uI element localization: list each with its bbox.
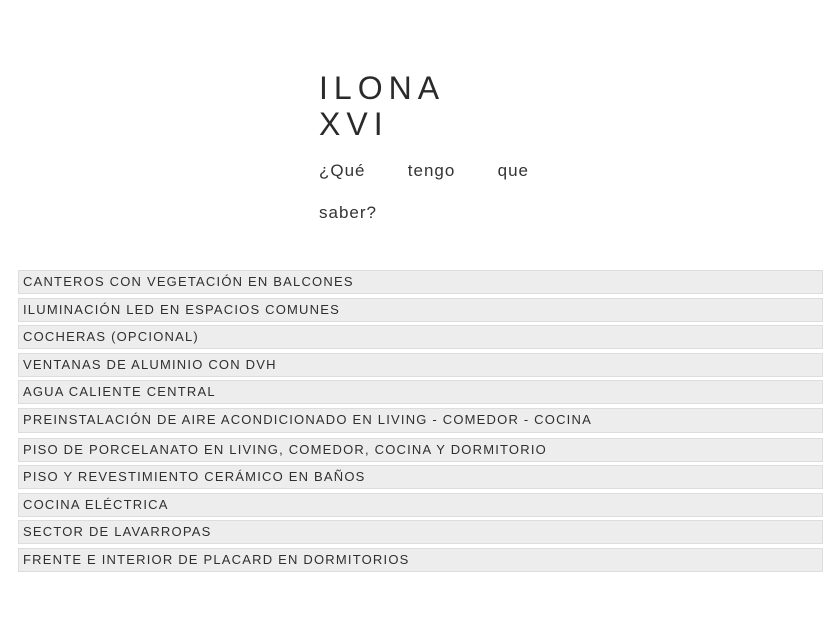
subtitle-line-2: saber? — [319, 203, 377, 222]
feature-item: COCHERAS (OPCIONAL) — [18, 325, 823, 349]
subtitle-word: tengo — [407, 161, 456, 180]
subtitle-word: ¿Qué — [319, 161, 366, 180]
subtitle-line-1 — [319, 150, 529, 192]
subtitle-word: que — [497, 161, 529, 180]
feature-item: PISO Y REVESTIMIENTO CERÁMICO EN BAÑOS — [18, 465, 823, 489]
feature-item: COCINA ELÉCTRICA — [18, 493, 823, 517]
feature-item: VENTANAS DE ALUMINIO CON DVH — [18, 353, 823, 377]
feature-item: AGUA CALIENTE CENTRAL — [18, 380, 823, 404]
feature-item: PREINSTALACIÓN DE AIRE ACONDICIONADO EN LIVING - COMEDOR - COCINA — [18, 408, 823, 433]
title-line-2: XVI — [319, 106, 389, 142]
feature-item: ILUMINACIÓN LED EN ESPACIOS COMUNES — [18, 298, 823, 322]
title-line-1: ILONA — [319, 70, 446, 106]
feature-item: SECTOR DE LAVARROPAS — [18, 520, 823, 544]
feature-item: PISO DE PORCELANATO EN LIVING, COMEDOR, COCINA Y DORMITORIO — [18, 438, 823, 462]
feature-item: CANTEROS CON VEGETACIÓN EN BALCONES — [18, 270, 823, 294]
subtitle — [319, 150, 529, 234]
feature-list — [18, 270, 823, 575]
page-title — [319, 70, 445, 142]
feature-item: FRENTE E INTERIOR DE PLACARD EN DORMITORIOS — [18, 548, 823, 572]
